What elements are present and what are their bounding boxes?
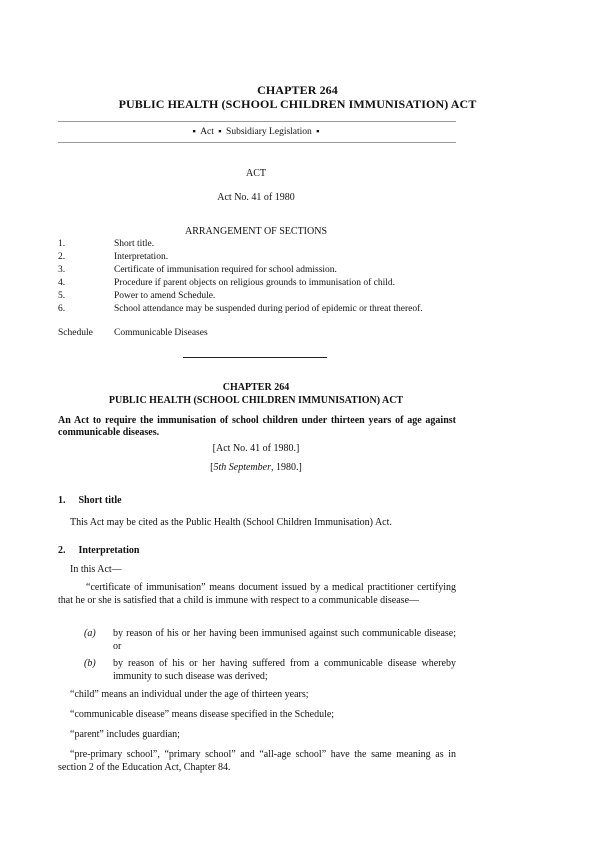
section-list-text: Short title. <box>114 239 155 249</box>
act-reference: [Act No. 41 of 1980.] <box>212 443 300 454</box>
section-list-number: 1. <box>58 239 66 249</box>
section-list-text: Interpretation. <box>114 252 169 262</box>
divider <box>183 357 327 358</box>
section-text: This Act may be cited as the Public Health (School Children Immunisation) Act. <box>70 517 392 528</box>
section-list-item[interactable] <box>58 239 458 251</box>
section-list-item[interactable] <box>58 304 458 328</box>
section-list-item[interactable] <box>58 252 458 264</box>
date-italic: 5th September <box>213 462 271 473</box>
definition-paragraph: “child” means an individual under the age of thirteen years; <box>70 689 309 700</box>
long-title <box>58 415 456 439</box>
nav-bullet-icon: ▪ <box>192 127 196 137</box>
nav-bullet-icon: ▪ <box>316 127 320 137</box>
section-title: Short title <box>78 495 122 506</box>
section-title: Interpretation <box>78 545 140 556</box>
section-list-item[interactable] <box>58 278 458 290</box>
nav-rule <box>58 142 456 143</box>
section-list-text: Procedure if parent objects on religious grounds to immunisation of child. <box>114 278 395 288</box>
date-rest: , 1980.] <box>271 462 302 473</box>
clause-label: (a) <box>84 628 96 639</box>
body-chapter-heading: CHAPTER 264 <box>222 382 290 393</box>
section-number: 1. <box>58 495 66 506</box>
section-list-number: 4. <box>58 278 66 288</box>
clause-label: (b) <box>84 658 96 669</box>
act-number: Act No. 41 of 1980 <box>217 192 295 203</box>
chapter-title: PUBLIC HEALTH (SCHOOL CHILDREN IMMUNISATION) ACT <box>118 97 477 111</box>
section-list-number: 6. <box>58 304 66 314</box>
definition-paragraph: “parent” includes guardian; <box>70 729 180 740</box>
section-list-item[interactable] <box>58 328 458 340</box>
long-title-text: An Act to require the immunisation of school children under thirteen years of age against communicable diseases. <box>58 415 456 438</box>
section-list-number: 3. <box>58 265 66 275</box>
section-intro: In this Act— <box>70 564 122 575</box>
definition-clause <box>84 627 456 653</box>
definition-paragraph: “certificate of immunisation” means document issued by a medical practitioner certifying that he or she is satisfied that a child is immune with respect to a communicable disease— <box>58 582 456 606</box>
date-bracket: [ <box>210 462 214 473</box>
section-heading <box>58 545 139 556</box>
definition-clause <box>84 657 456 683</box>
act-label: ACT <box>246 168 266 179</box>
clause-text: by reason of his or her having suffered from a communicable disease whereby immunity to such disease was derived; <box>113 658 456 682</box>
section-list-text: Communicable Diseases <box>114 328 208 338</box>
nav-link-act[interactable]: Act <box>200 127 214 137</box>
nav-bar <box>0 127 512 137</box>
section-list-text: Power to amend Schedule. <box>114 291 216 301</box>
section-list-text: Certificate of immunisation required for school admission. <box>114 265 337 275</box>
section-list-item[interactable] <box>58 291 458 303</box>
section-list-number: 2. <box>58 252 66 262</box>
arrangement-heading: ARRANGEMENT OF SECTIONS <box>184 226 328 237</box>
nav-bullet-icon: ▪ <box>218 127 222 137</box>
nav-link-subsidiary-legislation[interactable]: Subsidiary Legislation <box>226 127 312 137</box>
section-list-number: 5. <box>58 291 66 301</box>
section-list-text: School attendance may be suspended during period of epidemic or threat thereof. <box>114 304 423 314</box>
top-rule <box>58 121 456 122</box>
body-chapter-title: PUBLIC HEALTH (SCHOOL CHILDREN IMMUNISATION) ACT <box>108 395 404 406</box>
commencement-date <box>0 462 512 473</box>
definition-paragraph: “pre-primary school”, “primary school” and “all-age school” have the same meaning as in section 2 of the Education Act, Chapter 84. <box>58 749 456 773</box>
section-list-item[interactable] <box>58 265 458 277</box>
chapter-heading: CHAPTER 264 <box>257 83 338 97</box>
definition-paragraph: “communicable disease” means disease specified in the Schedule; <box>70 709 335 720</box>
section-list-number: Schedule <box>58 328 93 338</box>
clause-text: by reason of his or her having been immunised against such communicable disease; or <box>113 628 456 652</box>
section-number: 2. <box>58 545 66 556</box>
section-heading <box>58 495 122 506</box>
